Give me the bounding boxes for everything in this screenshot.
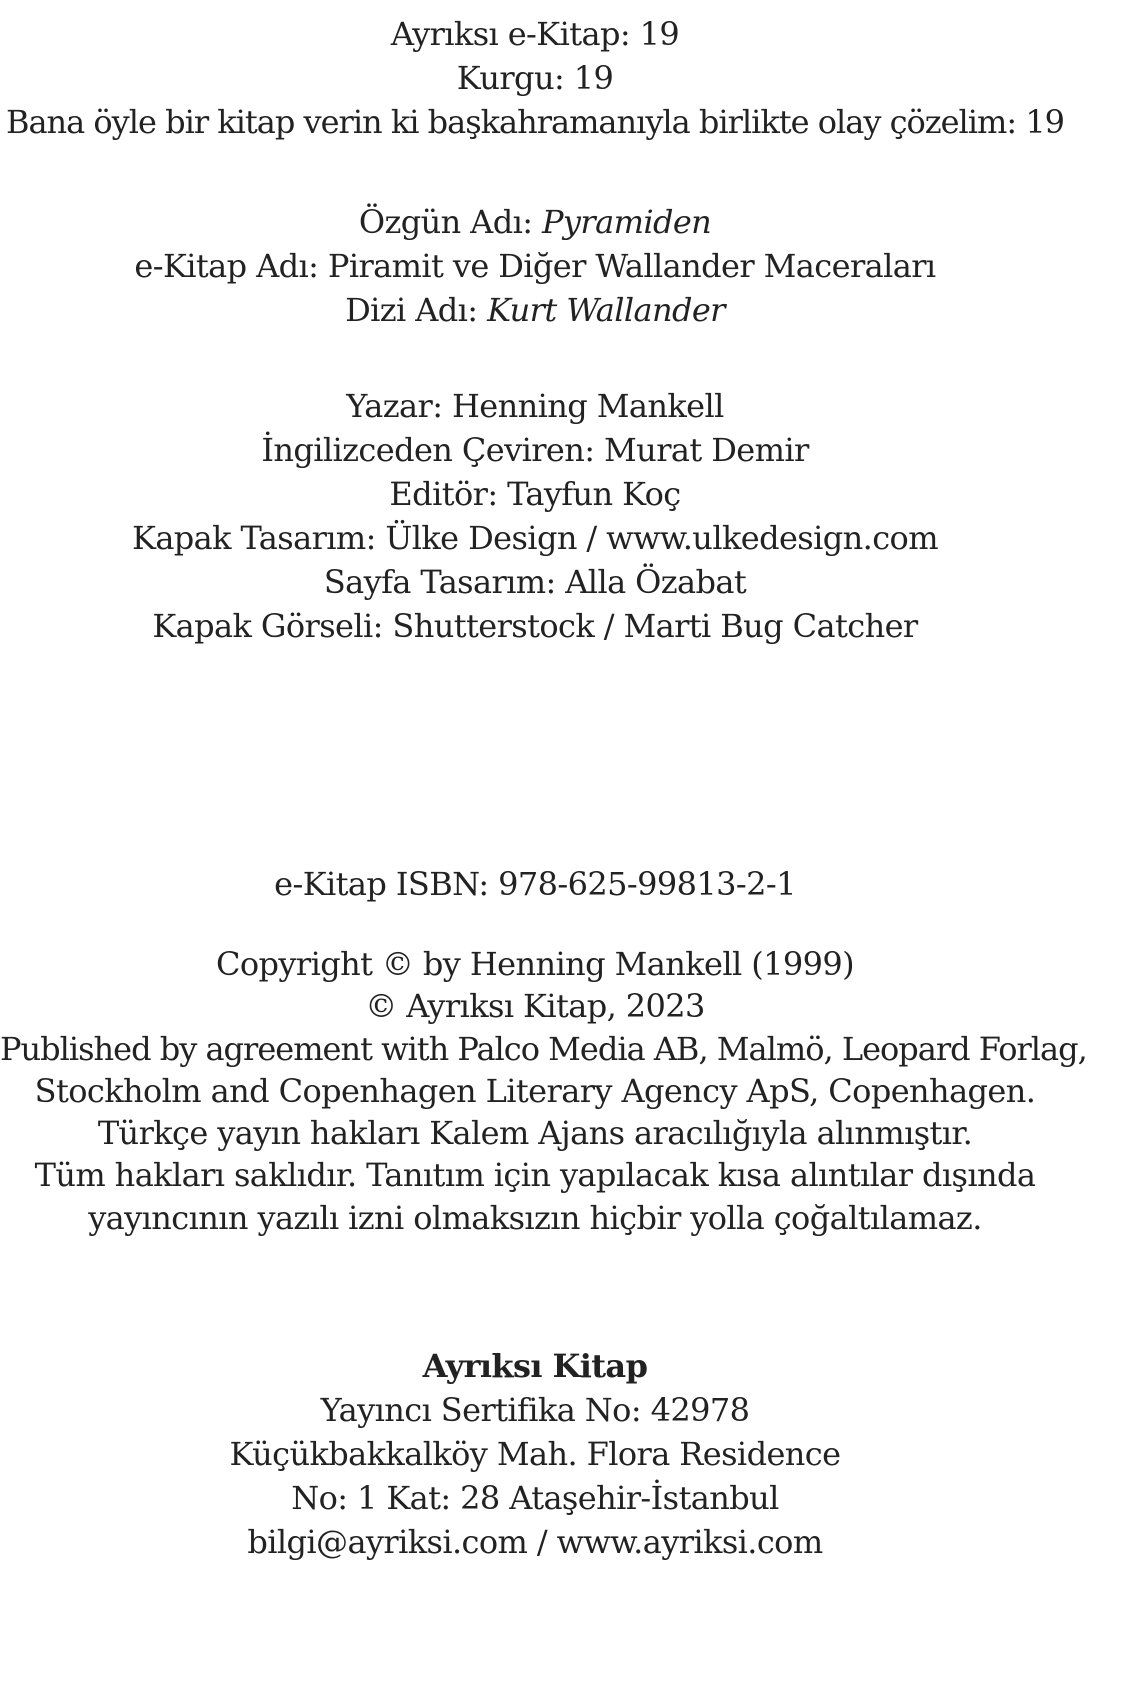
series-name-value: Kurt Wallander [487, 291, 725, 329]
cover-design-credit: Kapak Tasarım: Ülke Design / www.ulkedesign.com [132, 519, 938, 557]
series-name-label: Dizi Adı: [345, 291, 478, 329]
editor-credit: Editör: Tayfun Koç [389, 475, 681, 513]
copyright-line-4: Stockholm and Copenhagen Literary Agency ApS, Copenhagen. [34, 1072, 1036, 1110]
copyright-line-2: © Ayrıksı Kitap, 2023 [365, 987, 705, 1025]
ebook-title-value: Piramit ve Diğer Wallander Maceraları [327, 247, 936, 285]
series-line-kurgu: Kurgu: 19 [456, 59, 614, 97]
page-design-credit: Sayfa Tasarım: Alla Özabat [323, 563, 747, 601]
copyright-line-3: Published by agreement with Palco Media AB, Malmö, Leopard Forlag, [0, 1030, 1087, 1068]
original-title-value: Pyramiden [541, 203, 712, 241]
translator-credit: İngilizceden Çeviren: Murat Demir [261, 431, 809, 469]
original-title-line [0, 202, 1070, 242]
publisher-name: Ayrıksı Kitap [422, 1347, 648, 1385]
cover-image-credit: Kapak Görseli: Shutterstock / Marti Bug Catcher [152, 607, 918, 645]
series-name-line [0, 290, 1070, 330]
publisher-address-line-1: Küçükbakkalköy Mah. Flora Residence [229, 1435, 841, 1473]
publisher-certificate: Yayıncı Sertifika No: 42978 [320, 1391, 750, 1429]
copyright-line-6: Tüm hakları saklıdır. Tanıtım için yapılacak kısa alıntılar dışında [34, 1156, 1036, 1194]
copyright-line-1: Copyright © by Henning Mankell (1999) [215, 945, 855, 983]
author-credit: Yazar: Henning Mankell [346, 387, 724, 425]
copyright-line-7: yayıncının yazılı izni olmaksızın hiçbir yolla çoğaltılamaz. [88, 1199, 982, 1237]
original-title-label: Özgün Adı: [358, 203, 533, 241]
ebook-title-line [0, 246, 1070, 286]
copyright-line-5: Türkçe yayın hakları Kalem Ajans aracılığıyla alınmıştır. [97, 1114, 973, 1152]
publisher-address-line-2: No: 1 Kat: 28 Ataşehir-İstanbul [291, 1479, 779, 1517]
series-line-ayriksi-ekitap: Ayrıksı e-Kitap: 19 [390, 15, 680, 53]
isbn-line: e-Kitap ISBN: 978-625-99813-2-1 [274, 865, 796, 903]
series-line-bana-oyle: Bana öyle bir kitap verin ki başkahramanıyla birlikte olay çözelim: 19 [5, 103, 1065, 141]
ebook-title-label: e-Kitap Adı: [134, 247, 319, 285]
publisher-contact: bilgi@ayriksi.com / www.ayriksi.com [247, 1523, 823, 1561]
